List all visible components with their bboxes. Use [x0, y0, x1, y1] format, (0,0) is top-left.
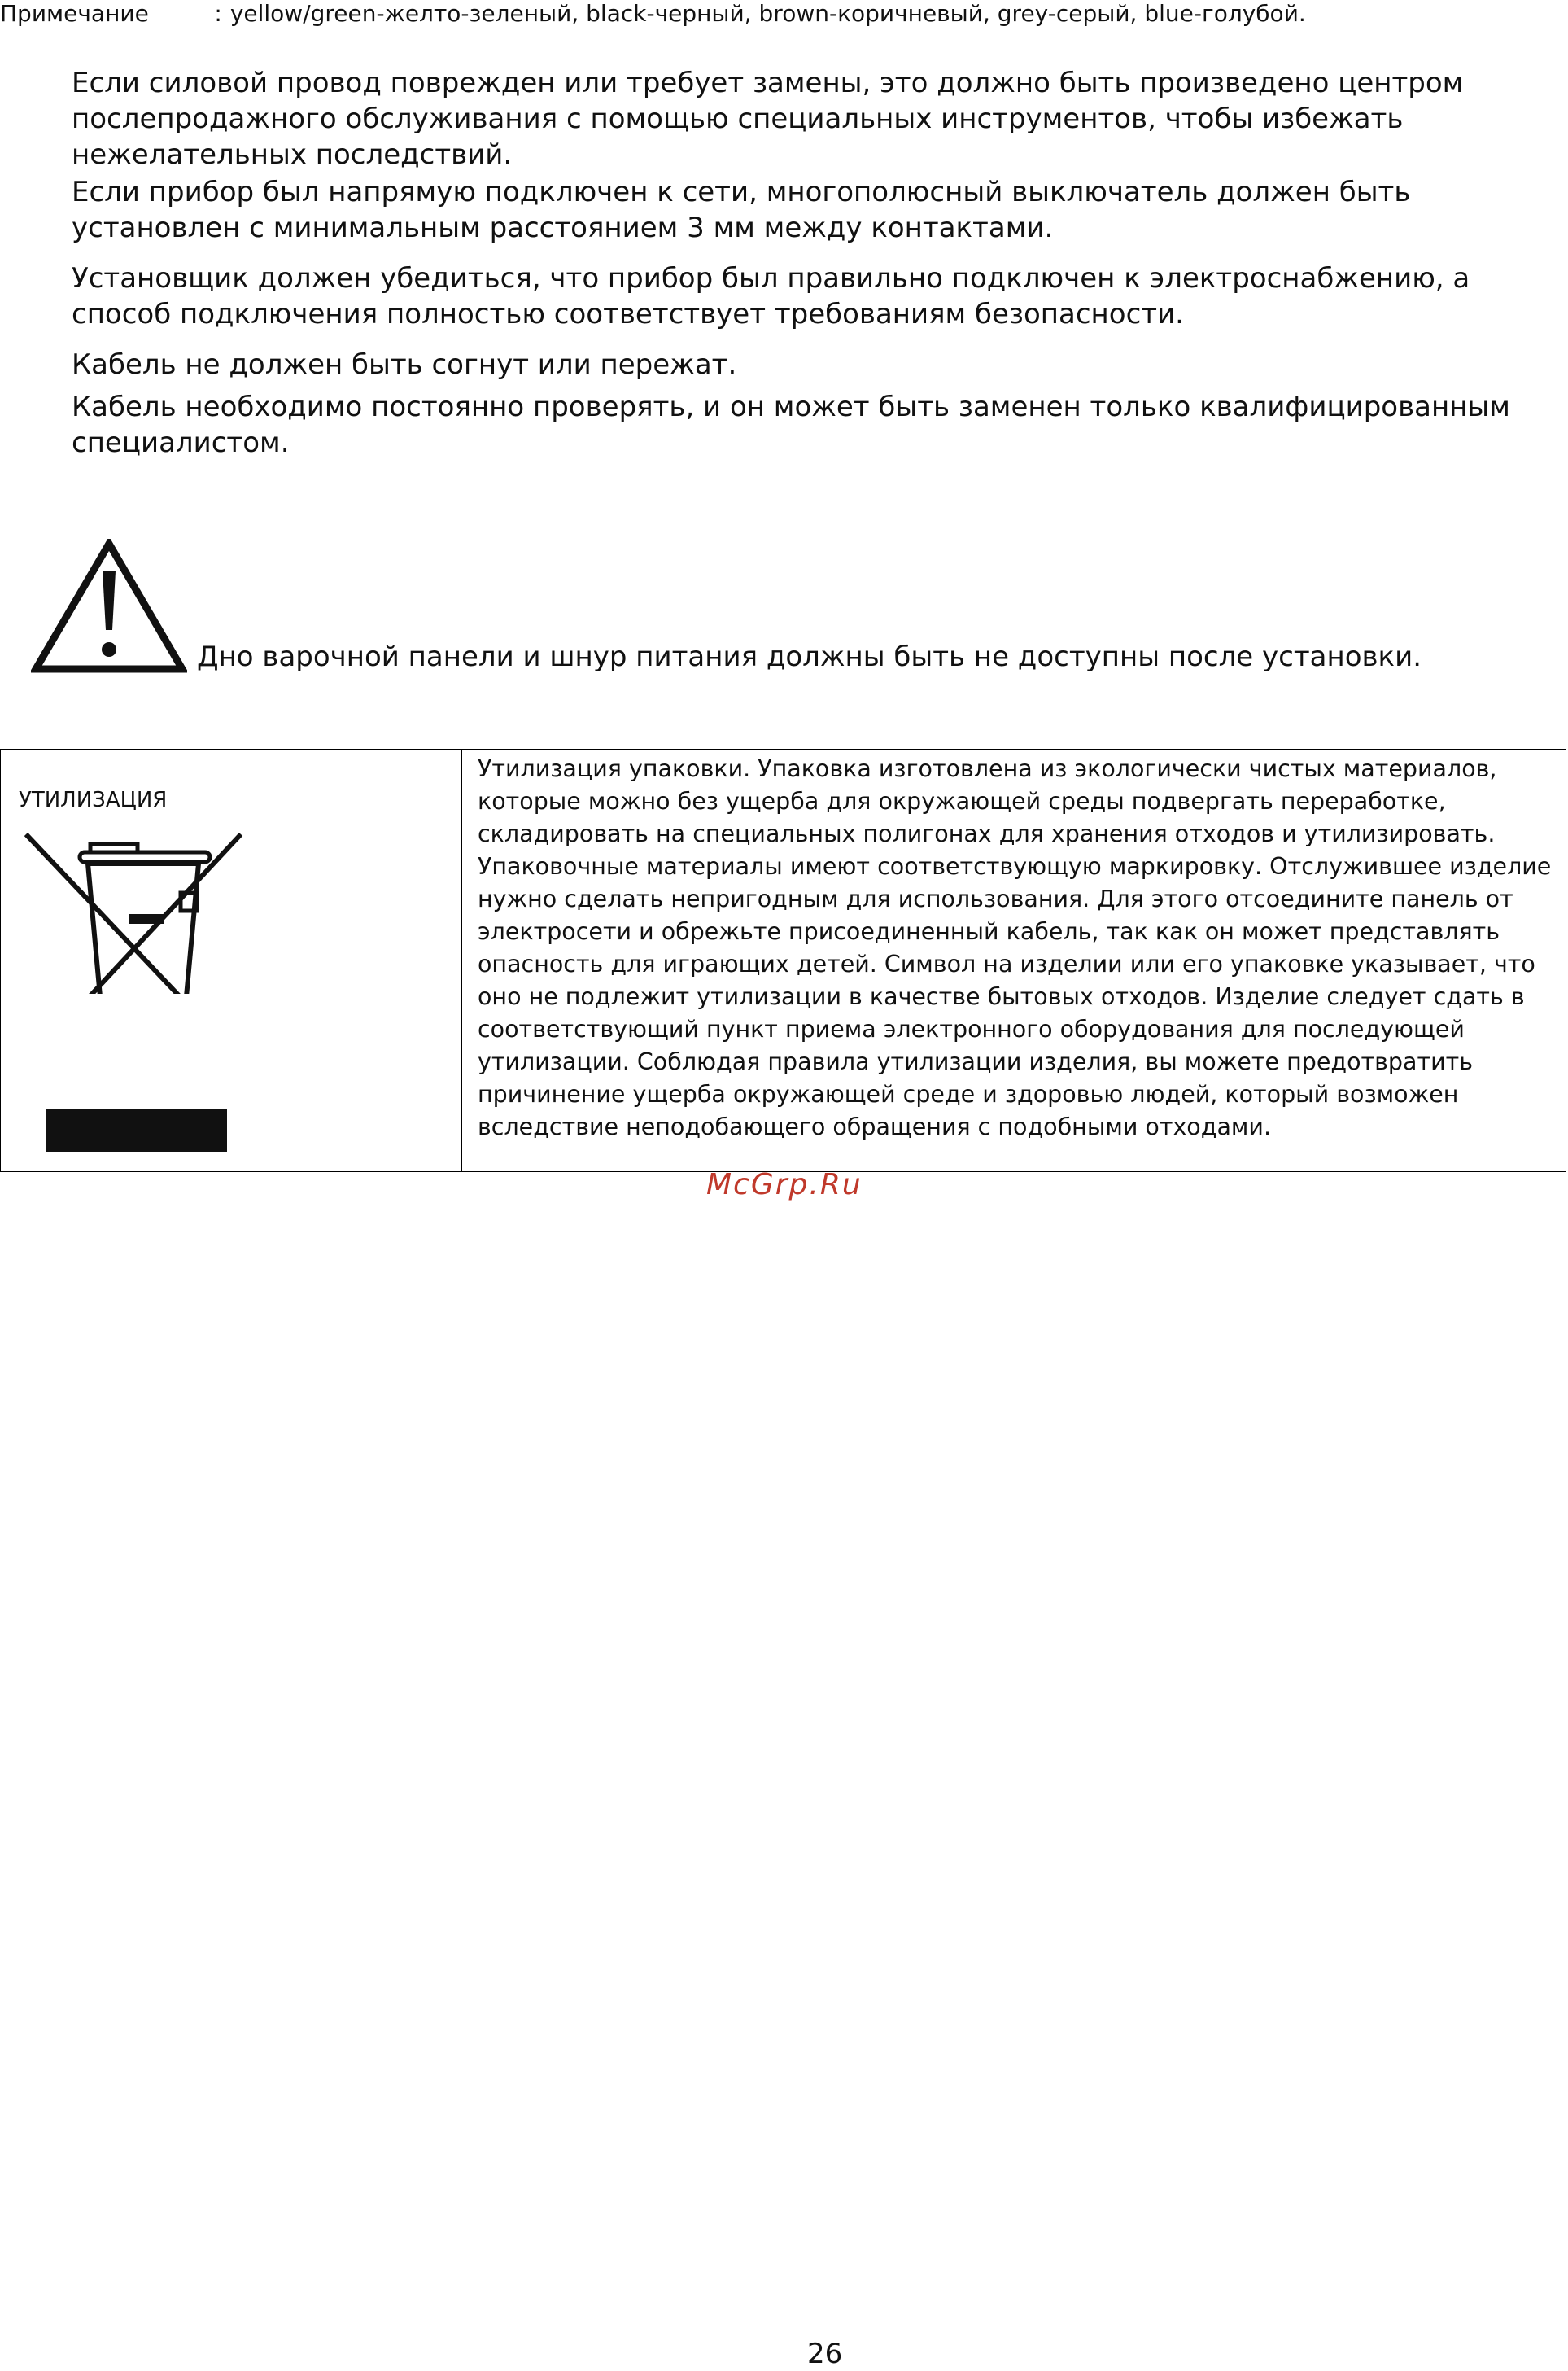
disposal-text: Утилизация упаковки. Упаковка изготовлена из экологически чистых материалов, которые можно без ущерба для окружающей среды подвергать переработке, складировать на специальных полигонах для хранения отходов и утилизировать. Упаковочные материалы имеют соответствующую маркировку. Отслужившее изделие нужно сделать непригодным для использования. Для этого отсоедините панель от электросети и обрежьте присоединенный кабель, так как он может представлять опасность для играющих детей. Символ на изделии или его упаковке указывает, что оно не подлежит утилизации в качестве бытовых отходов. Изделие следует сдать в соответствующий пункт приема электронного оборудования для последующей утилизации. Соблюдая правила утилизации изделия, вы можете предотвратить причинение ущерба окружающей среде и здоровью людей, который возможен вследствие неподобающего обращения с подобными отходами.: [478, 755, 1552, 1140]
paragraph-multipole-switch: Если прибор был напрямую подключен к сети, многополюсный выключатель должен быть установлен с минимальным расстоянием 3 мм между контактами.: [72, 176, 1411, 244]
paragraph-cable-inspection: Кабель необходимо постоянно проверять, и он может быть заменен только квалифицированным специалистом.: [72, 391, 1510, 459]
paragraph-cable-bend: Кабель не должен быть согнут или пережат.: [72, 348, 737, 381]
wire-color-note: [0, 0, 1568, 28]
crossed-out-wheelie-bin-icon: [21, 831, 249, 994]
note-separator: :: [214, 0, 222, 27]
note-text: yellow/green-желто-зеленый, black-черный, brown-коричневый, grey-серый, blue-голубой.: [229, 0, 1306, 27]
page-number: 26: [807, 2338, 843, 2370]
paragraph-installer-check: Установщик должен убедиться, что прибор был правильно подключен к электроснабжению, а способ подключения полностью соответствует требованиям безопасности.: [72, 262, 1470, 330]
note-label: Примечание: [0, 0, 149, 27]
disposal-label: УТИЛИЗАЦИЯ: [19, 788, 168, 812]
disposal-table: [0, 749, 1566, 1172]
disposal-black-bar: [46, 1109, 227, 1152]
warning-text: Дно варочной панели и шнур питания должны быть не доступны после установки.: [197, 641, 1422, 673]
warning-triangle-icon: [31, 539, 187, 674]
table-column-divider: [461, 750, 462, 1171]
watermark-text: McGrp.Ru: [706, 1168, 863, 1201]
paragraph-power-cord-damage: Если силовой провод поврежден или требует замены, это должно быть произведено центром послепродажного обслуживания с помощью специальных инструментов, чтобы избежать нежелательных последствий.: [72, 67, 1464, 171]
